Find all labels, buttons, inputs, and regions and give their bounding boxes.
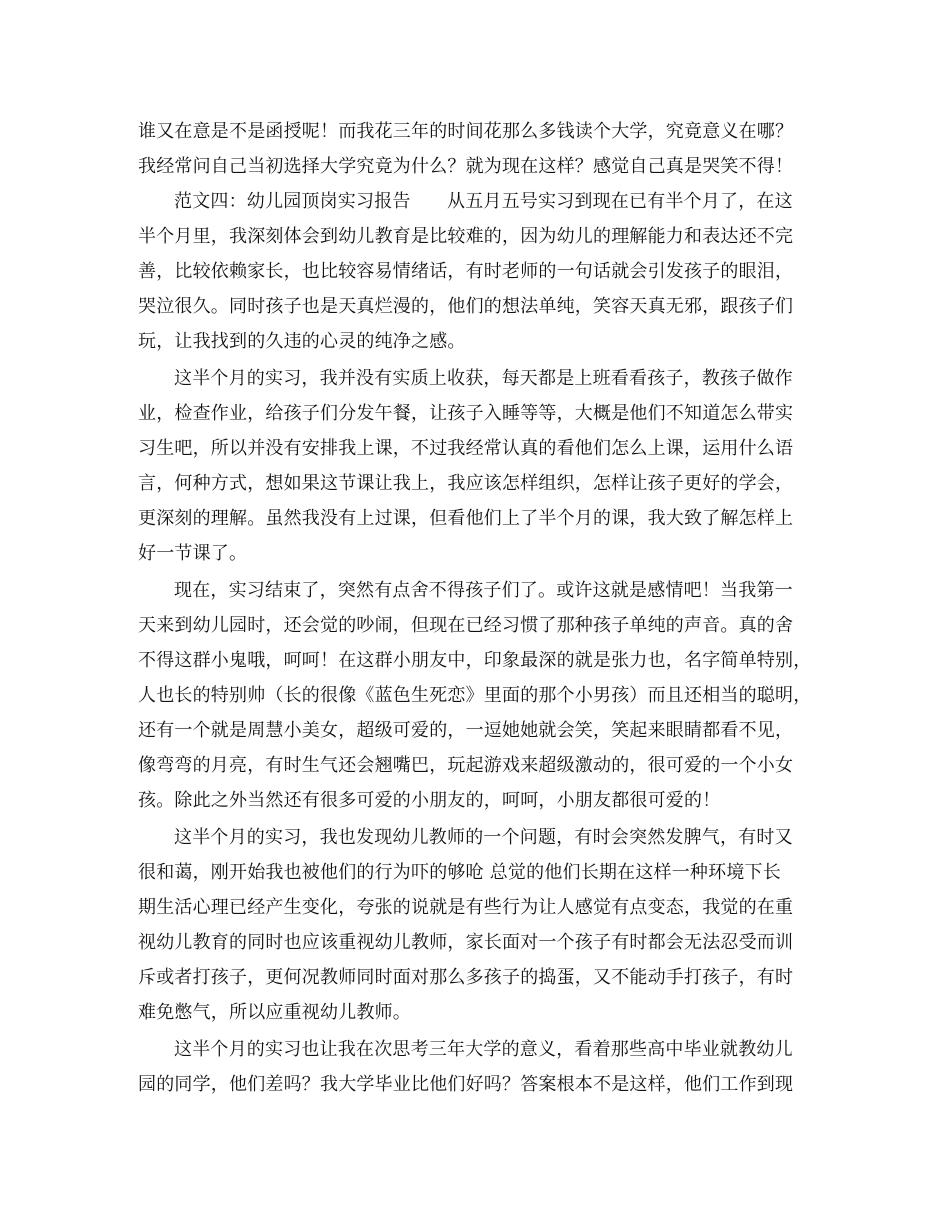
text-line: 斥或者打孩子，更何况教师同时面对那么多孩子的捣蛋，又不能动手打孩子，有时: [138, 967, 794, 988]
text-line: 天来到幼儿园时，还会觉的吵闹，但现在已经习惯了那种孩子单纯的声音。真的舍: [138, 615, 794, 636]
text-line: 习生吧，所以并没有安排我上课，不过我经常认真的看他们怎么上课，运用什么语: [138, 438, 794, 459]
text-line: 善，比较依赖家长，也比较容易情绪话，有时老师的一句话就会引发孩子的眼泪，: [138, 261, 794, 282]
text-line: 谁又在意是不是函授呢！而我花三年的时间花那么多钱读个大学，究竟意义在哪？: [138, 121, 794, 142]
text-line: 范文四：幼儿园顶岗实习报告 从五月五号实习到现在已有半个月了，在这: [174, 191, 793, 212]
text-line: 这半个月的实习，我也发现幼儿教师的一个问题，有时会突然发脾气，有时又: [174, 827, 793, 848]
text-line: 人也长的特别帅（长的很像《蓝色生死恋》里面的那个小男孩）而且还相当的聪明，: [138, 685, 812, 706]
text-line: 不得这群小鬼哦，呵呵！在这群小朋友中，印象最深的就是张力也，名字简单特别，: [138, 650, 812, 671]
text-line: 业，检查作业，给孩子们分发午餐，让孩子入睡等等，大概是他们不知道怎么带实: [138, 403, 794, 424]
text-line: 哭泣很久。同时孩子也是天真烂漫的，他们的想法单纯，笑容天真无邪，跟孩子们: [138, 296, 794, 317]
text-line: 期生活心理已经产生变化，夸张的说就是有些行为让人感觉有点变态，我觉的在重: [138, 897, 794, 918]
text-line: 玩，让我找到的久违的心灵的纯净之感。: [138, 331, 466, 352]
text-line: 难免憋气，所以应重视幼儿教师。: [138, 1002, 411, 1023]
text-line: 更深刻的理解。虽然我没有上过课，但看他们上了半个月的课，我大致了解怎样上: [138, 508, 794, 529]
text-line: 好一节课了。: [138, 543, 248, 564]
text-line: 像弯弯的月亮，有时生气还会翘嘴巴，玩起游戏来超级激动的，很可爱的一个小女: [138, 755, 794, 776]
text-line: 这半个月的实习，我并没有实质上收获，每天都是上班看看孩子，教孩子做作: [174, 368, 793, 389]
text-line: 视幼儿教育的同时也应该重视幼儿教师，家长面对一个孩子有时都会无法忍受而训: [138, 932, 794, 953]
text-line: 言，何种方式，想如果这节课让我上，我应该怎样组织，怎样让孩子更好的学会，: [138, 473, 794, 494]
text-line: 很和蔼，刚开始我也被他们的行为吓的够呛 总觉的他们长期在这样一种环境下长: [138, 862, 781, 883]
text-line: 现在，实习结束了，突然有点舍不得孩子们了。或许这就是感情吧！当我第一: [174, 580, 793, 601]
text-line: 我经常问自己当初选择大学究竟为什么？就为现在这样？感觉自己真是哭笑不得！: [138, 156, 794, 177]
text-line: 还有一个就是周慧小美女，超级可爱的，一逗她她就会笑，笑起来眼睛都看不见，: [138, 720, 794, 741]
text-line: 孩。除此之外当然还有很多可爱的小朋友的，呵呵，小朋友都很可爱的！: [138, 790, 721, 811]
text-line: 半个月里，我深刻体会到幼儿教育是比较难的，因为幼儿的理解能力和表达还不完: [138, 226, 794, 247]
text-line: 这半个月的实习也让我在次思考三年大学的意义，看着那些高中毕业就教幼儿: [174, 1039, 793, 1060]
text-line: 园的同学，他们差吗？我大学毕业比他们好吗？答案根本不是这样，他们工作到现: [138, 1074, 794, 1095]
